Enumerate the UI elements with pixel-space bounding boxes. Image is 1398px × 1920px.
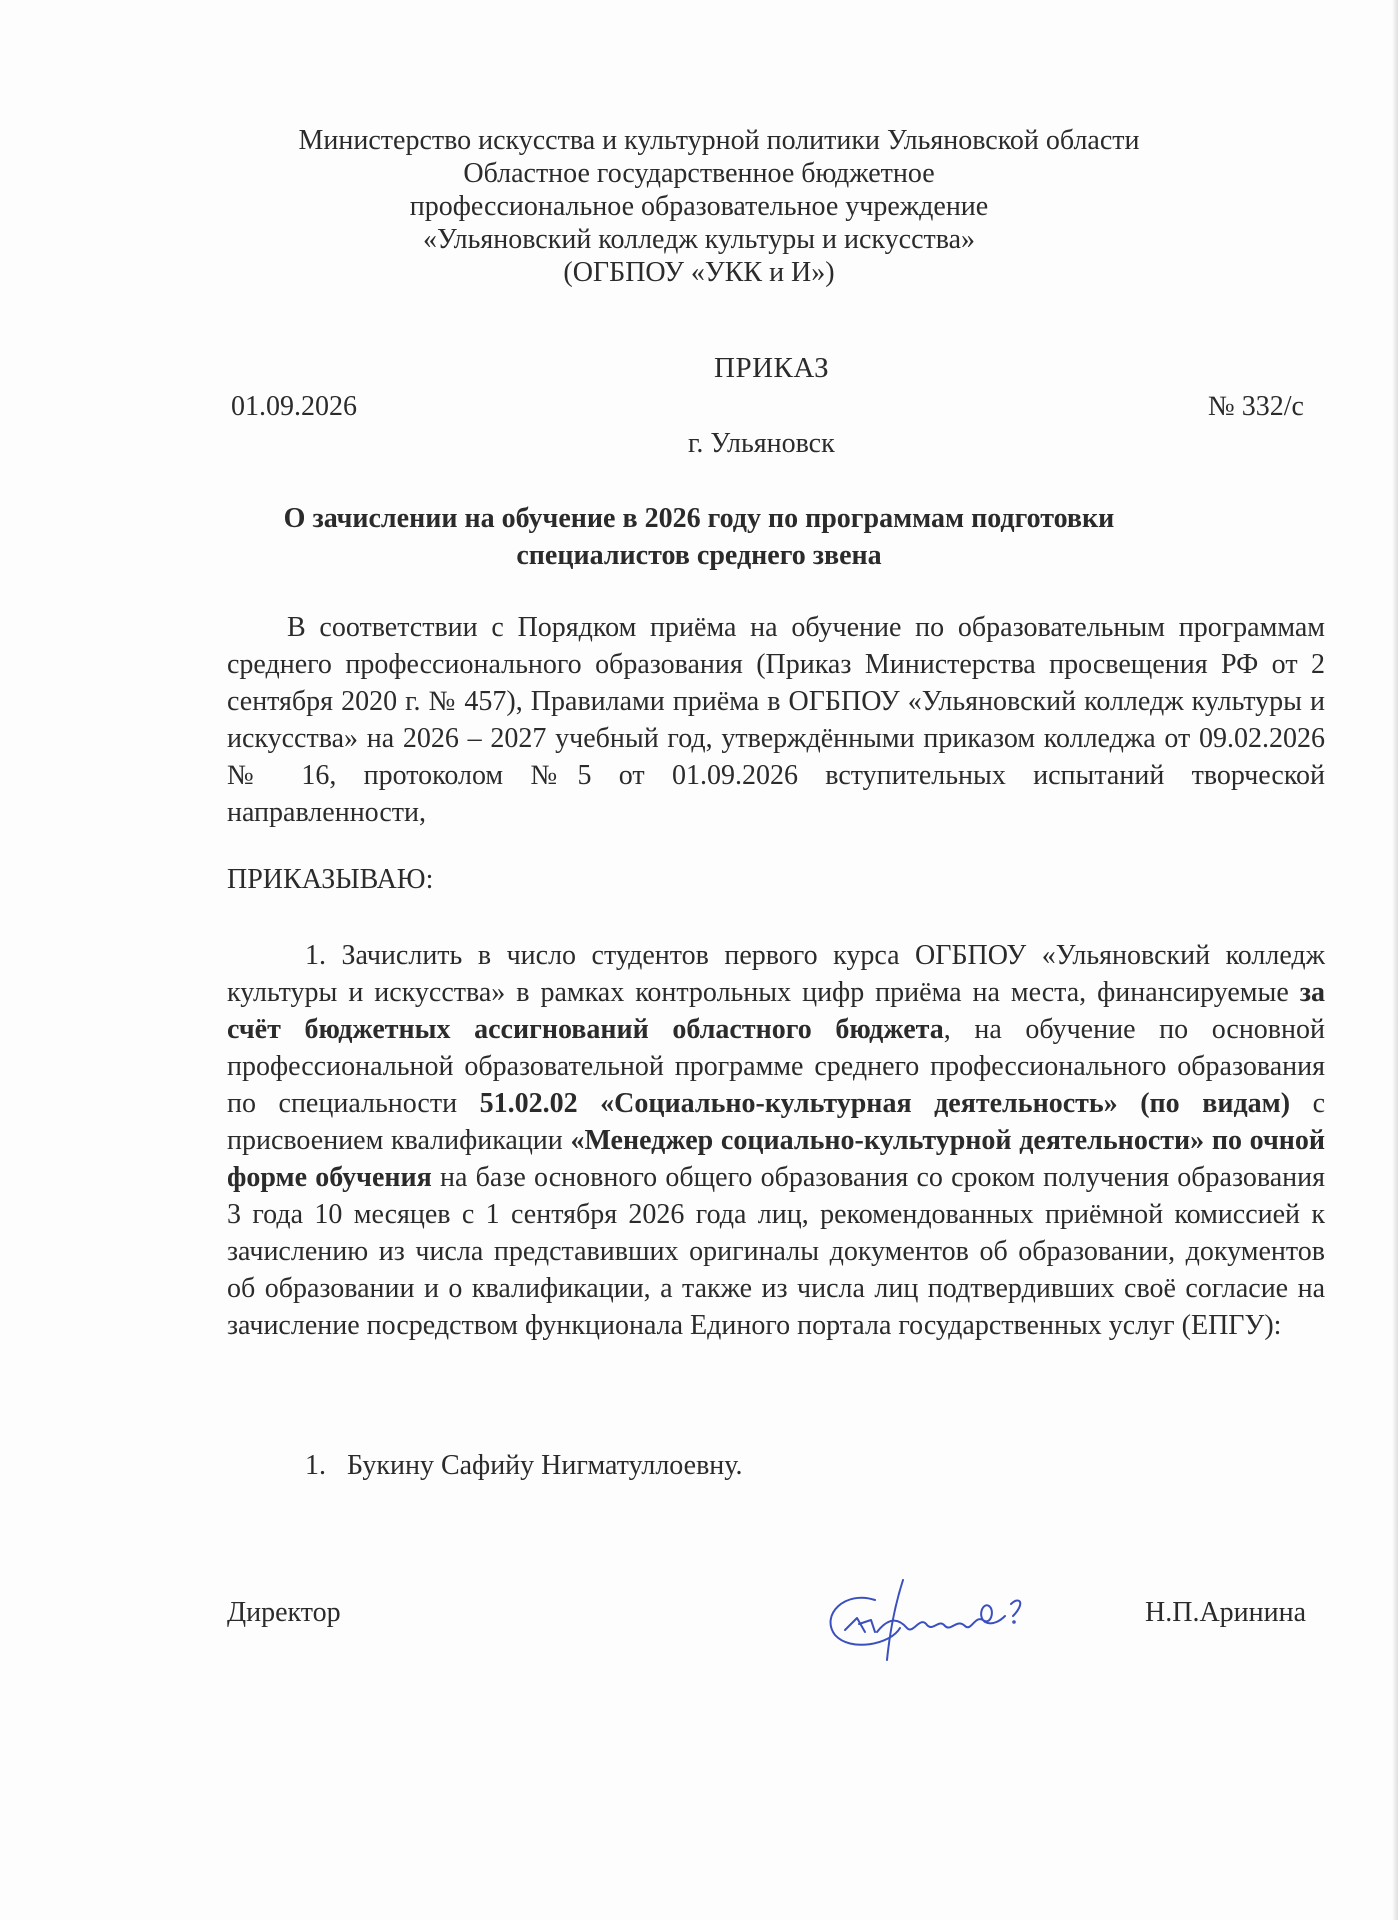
- clause-text: с присвоением квалификации: [227, 1088, 1325, 1156]
- clause-text: [1204, 1125, 1212, 1156]
- organization-header: [0, 124, 1398, 289]
- header-ministry: Министерство искусства и культурной политики Ульяновской области: [298, 125, 1140, 156]
- preamble-paragraph: В соответствии с Порядком приёма на обучение по образовательным программам среднего профессионального образования (Приказ Министерства просвещения РФ от 2 сентября 2020 г. № 457), Правилами приёма в ОГБПОУ «Ульяновский колледж культуры и искусства» на 2026 – 2027 учебный год, утверждёнными приказом колледжа от 09.02.2026 № 16, протоколом №5 от 01.09.2026 вступительных испытаний творческой направленности,: [227, 612, 1325, 828]
- subject-line-1: О зачислении на обучение в 2026 году по программам подготовки: [283, 503, 1115, 534]
- header-org-type: Областное государственное бюджетное: [463, 158, 935, 189]
- clause-1-paragraph: [227, 937, 1325, 1344]
- clause-text: , на обучение по основной профессиональной образовательной программе среднего профессионального образования по специальности: [227, 1014, 1325, 1119]
- clause-bold-qualification: «Менеджер социально-культурной деятельности»: [570, 1125, 1205, 1156]
- clause-text: 1. Зачислить в число студентов первого курса ОГБПОУ «Ульяновский колледж культуры и искусства» в рамках контрольных цифр приёма на места, финансируемые: [227, 940, 1325, 1008]
- handwritten-signature: [815, 1560, 1035, 1670]
- student-list-item: [305, 1450, 742, 1482]
- signatory-name: Н.П.Аринина: [1145, 1597, 1307, 1628]
- signatory-title: Директор: [227, 1597, 341, 1628]
- subject-line-2: специалистов среднего звена: [516, 540, 882, 571]
- header-org-type-2: профессиональное образовательное учреждение: [409, 191, 989, 222]
- order-title: ПРИКАЗ: [714, 352, 830, 384]
- clause-bold-study-form: по очной форме обучения: [227, 1125, 1325, 1193]
- order-number: № 332/с: [1208, 391, 1304, 422]
- orders-heading: ПРИКАЗЫВАЮ:: [227, 864, 434, 895]
- clause-text: на базе основного общего образования со сроком получения образования 3 года 10 месяцев с 1 сентября 2026 года лиц, рекомендованных приёмной комиссией к зачислению из числа представивших оригиналы документов об образовании, документов об образовании и о квалификации, а также из числа лиц подтвердивших своё согласие на зачисление посредством функционала Единого портала государственных услуг (ЕПГУ):: [227, 1162, 1325, 1341]
- header-college-abbr: (ОГБПОУ «УКК и И»): [563, 257, 835, 288]
- clause-bold-specialty: 51.02.02 «Социально-культурная деятельность» (по видам): [479, 1088, 1291, 1119]
- student-name: Букину Сафийу Нигматуллоевну.: [347, 1450, 743, 1481]
- clause-bold-funding: за счёт бюджетных ассигнований областного бюджета: [227, 977, 1325, 1045]
- order-city: г. Ульяновск: [688, 428, 835, 459]
- order-subject: [0, 500, 1398, 574]
- header-college-name: «Ульяновский колледж культуры и искусства»: [422, 224, 976, 255]
- student-number: 1.: [305, 1450, 326, 1481]
- order-date: 01.09.2026: [231, 391, 357, 422]
